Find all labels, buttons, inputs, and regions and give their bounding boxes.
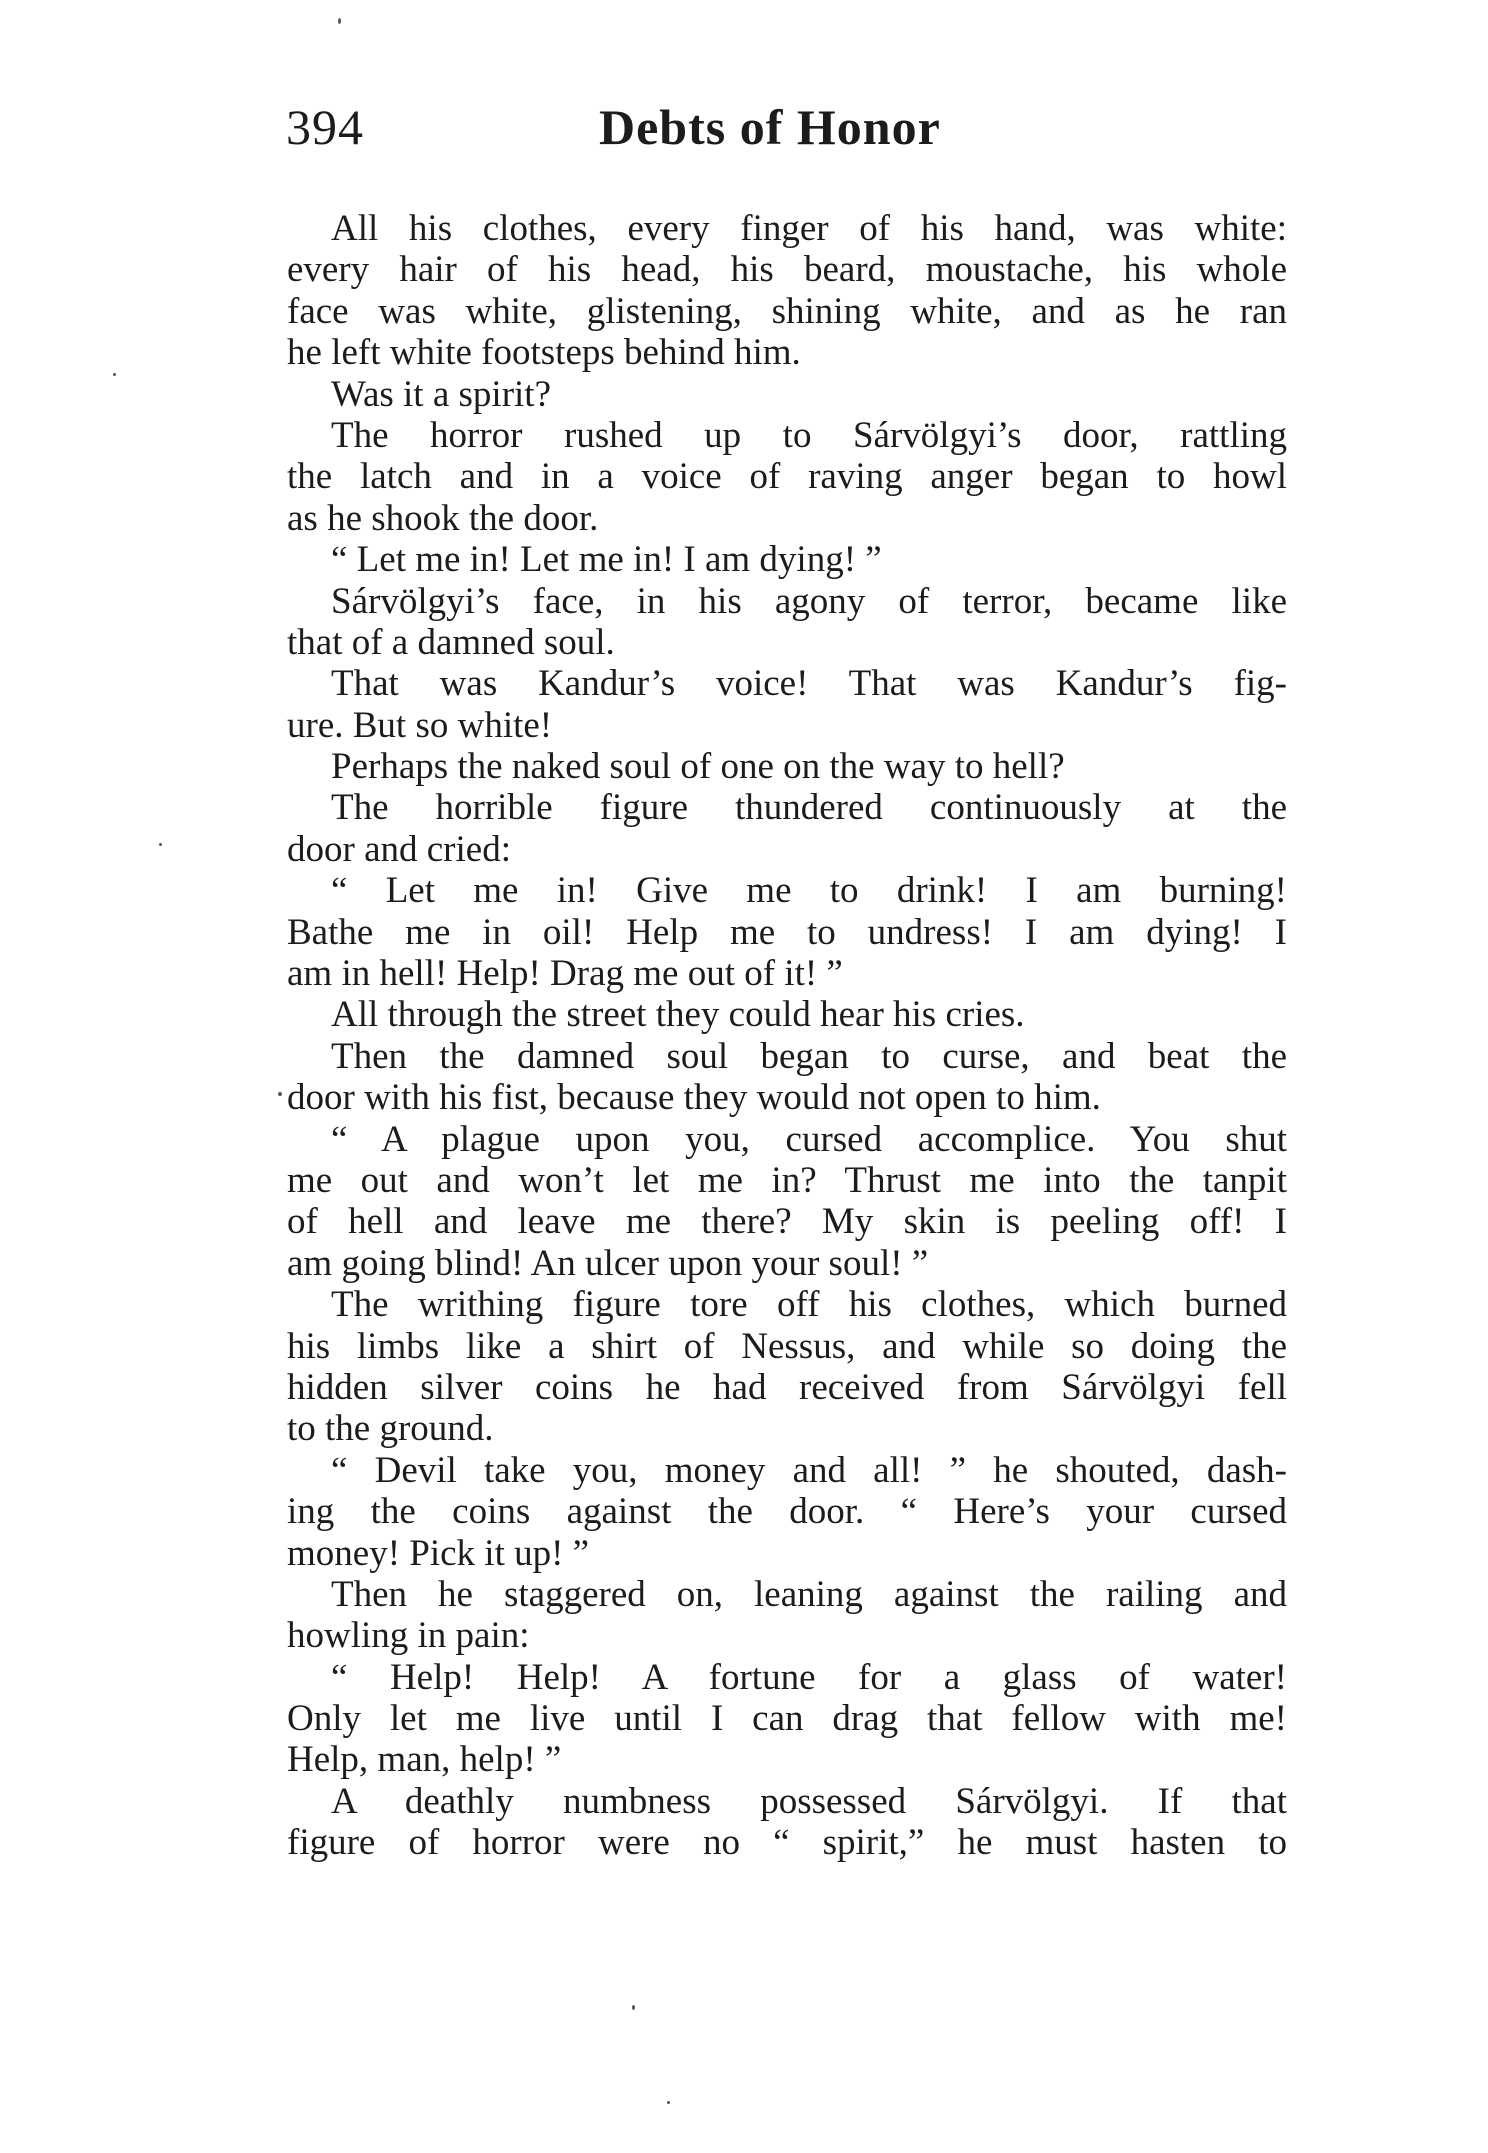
text-line: The writhing figure tore off his clothes, which burned	[331, 1284, 1287, 1326]
text-line: ure. But so white!	[287, 704, 553, 746]
text-line: All his clothes, every finger of his hand, was white:	[331, 208, 1287, 249]
ink-speck	[159, 843, 162, 846]
text-line: every hair of his head, his beard, moustache, his whole	[287, 249, 1287, 291]
text-line: as he shook the door.	[287, 497, 599, 539]
text-line: to the ground.	[287, 1408, 494, 1450]
text-line: “ A plague upon you, cursed accomplice. You shut	[331, 1118, 1287, 1160]
text-line: “ Let me in! Give me to drink! I am burning!	[331, 870, 1287, 912]
page-header	[286, 98, 1286, 178]
text-line: his limbs like a shirt of Nessus, and while so doing the	[287, 1325, 1287, 1367]
text-line: howling in pain:	[287, 1615, 530, 1657]
text-line: figure of horror were no “ spirit,” he must hasten to	[287, 1822, 1287, 1864]
text-line: That was Kandur’s voice! That was Kandur’s fig-	[331, 663, 1287, 705]
text-line: ing the coins against the door. “ Here’s your cursed	[287, 1491, 1287, 1533]
text-line: “ Let me in! Let me in! I am dying! ”	[331, 539, 882, 581]
text-line: the latch and in a voice of raving anger began to howl	[287, 456, 1287, 498]
running-title: Debts of Honor	[599, 99, 941, 155]
text-line: “ Help! Help! A fortune for a glass of water!	[331, 1656, 1287, 1698]
text-line: door and cried:	[287, 828, 511, 870]
text-line: All through the street they could hear his cries.	[331, 994, 1025, 1036]
text-line: Only let me live until I can drag that fellow with me!	[287, 1698, 1287, 1740]
text-line: money! Pick it up! ”	[287, 1532, 590, 1574]
text-line: he left white footsteps behind him.	[287, 332, 801, 374]
text-line: Then he staggered on, leaning against the railing and	[331, 1573, 1287, 1615]
text-line: of hell and leave me there? My skin is peeling off! I	[287, 1201, 1287, 1243]
text-line: Bathe me in oil! Help me to undress! I am dying! I	[287, 911, 1287, 953]
text-line: The horrible figure thundered continuously at the	[331, 787, 1287, 829]
text-line: am in hell! Help! Drag me out of it! ”	[287, 953, 843, 995]
text-line: me out and won’t let me in? Thrust me into the tanpit	[287, 1159, 1287, 1201]
ink-speck	[632, 2005, 635, 2010]
text-line: Then the damned soul began to curse, and beat the	[331, 1035, 1287, 1077]
ink-speck	[338, 18, 341, 24]
ink-speck	[278, 1092, 282, 1096]
text-line: face was white, glistening, shining white, and as he ran	[287, 290, 1287, 332]
text-line: “ Devil take you, money and all! ” he shouted, dash-	[331, 1449, 1287, 1491]
ink-speck	[113, 373, 116, 376]
ink-speck	[667, 2101, 670, 2104]
text-line: A deathly numbness possessed Sárvölgyi. If that	[331, 1780, 1287, 1822]
text-line: Was it a spirit?	[331, 373, 551, 415]
page-number: 394	[286, 99, 364, 155]
text-line: Perhaps the naked soul of one on the way to hell?	[331, 746, 1065, 788]
text-line: that of a damned soul.	[287, 621, 615, 663]
body-text	[287, 208, 1287, 1864]
text-line: Sárvölgyi’s face, in his agony of terror, became like	[331, 580, 1287, 622]
text-line: Help, man, help! ”	[287, 1739, 562, 1781]
text-line: door with his fist, because they would not open to him.	[287, 1077, 1101, 1119]
text-line: The horror rushed up to Sárvölgyi’s door, rattling	[331, 414, 1287, 456]
text-line: hidden silver coins he had received from Sárvölgyi fell	[287, 1366, 1287, 1408]
text-line: am going blind! An ulcer upon your soul! ”	[287, 1242, 929, 1284]
